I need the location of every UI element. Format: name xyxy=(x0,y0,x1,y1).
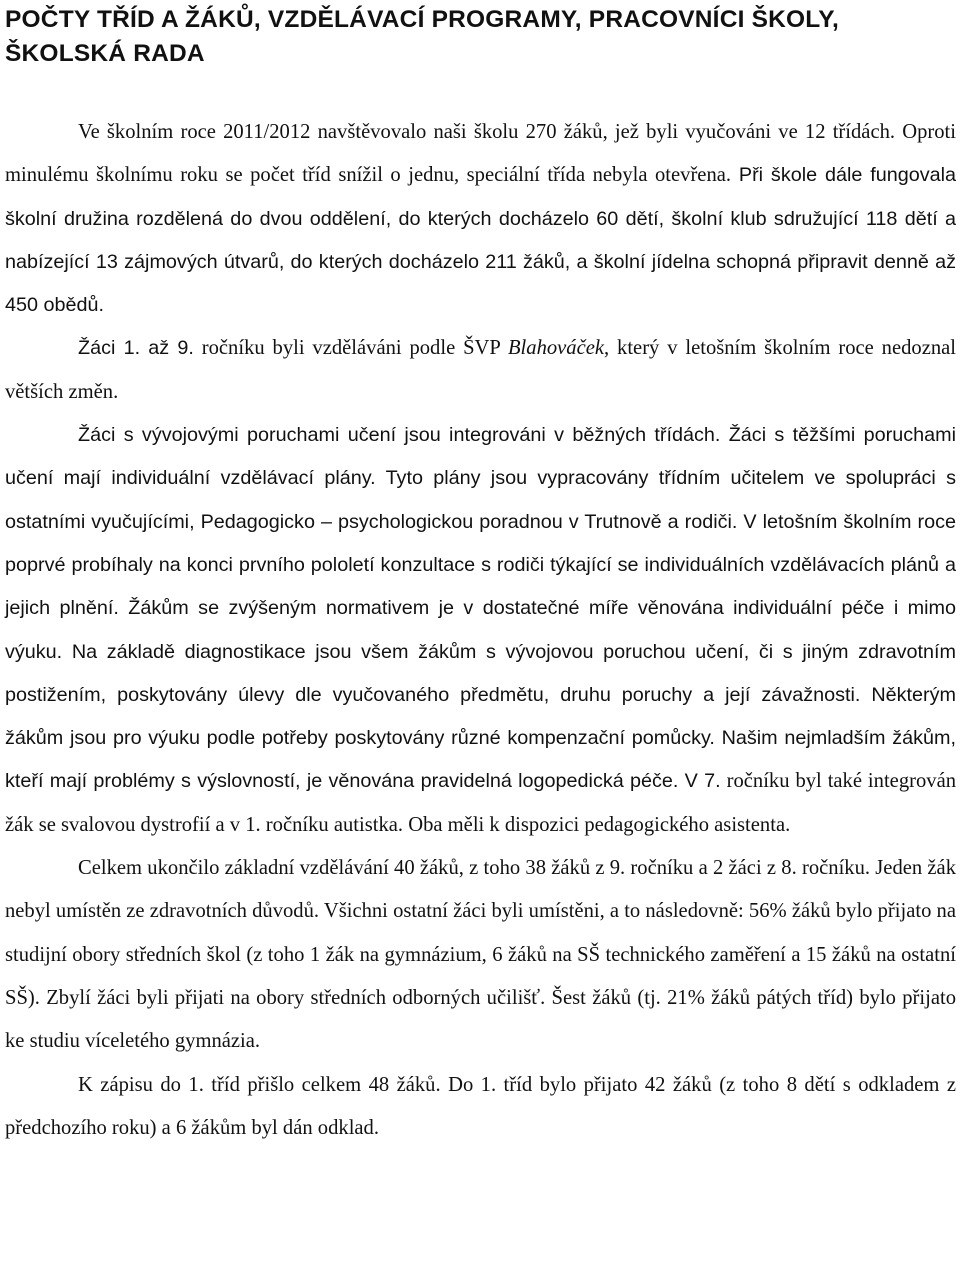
paragraph-text: K zápisu do 1. tříd přišlo celkem 48 žáků. Do 1. tříd bylo přijato 42 žáků (z toho 8 dětí s odkladem z předchozího roku) a 6 žákům byl dán odklad. xyxy=(5,1073,956,1139)
section-heading: POČTY TŘÍD A ŽÁKŮ, VZDĚLÁVACÍ PROGRAMY, PRACOVNÍCI ŠKOLY, ŠKOLSKÁ RADA xyxy=(5,6,840,67)
paragraph-integration xyxy=(5,414,956,847)
paragraph-text: Při škole dále fungovala školní družina rozdělená do dvou oddělení, do kterých docházelo 60 dětí, školní klub sdružující 118 dětí a nabízející 13 zájmových útvarů, do kterých docházelo 211 žáků, a školní jídelna schopná připravit denně až 450 obědů. xyxy=(5,164,957,317)
paragraph-curriculum xyxy=(5,327,956,414)
paragraph-text: Ve školním roce 2011/2012 navštěvovalo naši školu 270 žáků, jež byli vyučováni ve 12 třídách. Oproti minulému školnímu roku se počet tříd snížil o jednu, speciální třída nebyla otevřena. xyxy=(5,121,956,187)
paragraph-school-stats xyxy=(5,111,956,327)
paragraph-text: , který v letošním školním roce nedoznal větších změn. xyxy=(5,337,957,403)
document-body xyxy=(5,111,956,1150)
paragraph-text: Všichni ostatní žáci byli umístěni, a to následovně: 56% žáků bylo přijato na studijní obory středních škol (z toho 1 žák na gymnázium, 6 žáků na SŠ technického zaměření a 15 žáků na ostatní SŠ). Zbylí žáci byli přijati na obory středních odborných učilišť. Šest žáků (tj. 21% žáků pátých tříd) bylo přijato ke studiu víceletého gymnázia. xyxy=(5,900,956,1053)
curriculum-name: Blahováček xyxy=(507,337,605,360)
paragraph-enrollment xyxy=(5,1064,956,1151)
paragraph-text: ročníku byli vzděláváni podle ŠVP xyxy=(193,337,508,360)
paragraph-text: ročníku byl také integrován žák se svalovou dystrofií a v 1. ročníku autistka. Oba měli k dispozici pedagogického asistenta. xyxy=(5,770,957,836)
paragraph-text: Celkem ukončilo základní vzdělávání 40 žáků, z toho 38 žáků z 9. ročníku a 2 žáci z 8. ročníku. Jeden žák nebyl umístěn ze zdravotních důvodů. xyxy=(5,857,956,923)
paragraph-text: Žáci s vývojovými poruchami učení jsou integrováni v běžných třídách. Žáci s těžšími poruchami učení mají individuální vzdělávací plány. Tyto plány jsou vypracovány třídním učitelem ve spolupráci s ostatními vyučujícími, Pedagogicko – psychologickou poradnou v Trutnově a rodiči. V letošním školním roce poprvé probíhaly na konci prvního pololetí konzultace s rodiči týkající se individuálních vzdělávacích plánů a jejich plnění. Žákům se zvýšeným normativem je v dostatečné míře věnována individuální péče i mimo výuku. Na základě diagnostikace jsou všem žákům s vývojovou poruchou učení, či s jiným zdravotním postižením, poskytovány úlevy dle vyučovaného předmětu, druhu poruchy a její závažnosti. Některým žákům jsou pro výuku podle potřeby poskytovány různé kompenzační pomůcky. Našim nejmladším žákům, kteří mají problémy s výslovností, je věnována pravidelná logopedická péče. V 7. xyxy=(5,424,956,793)
paragraph-text: Žáci 1. až 9. xyxy=(78,337,194,360)
paragraph-graduates xyxy=(5,847,956,1063)
